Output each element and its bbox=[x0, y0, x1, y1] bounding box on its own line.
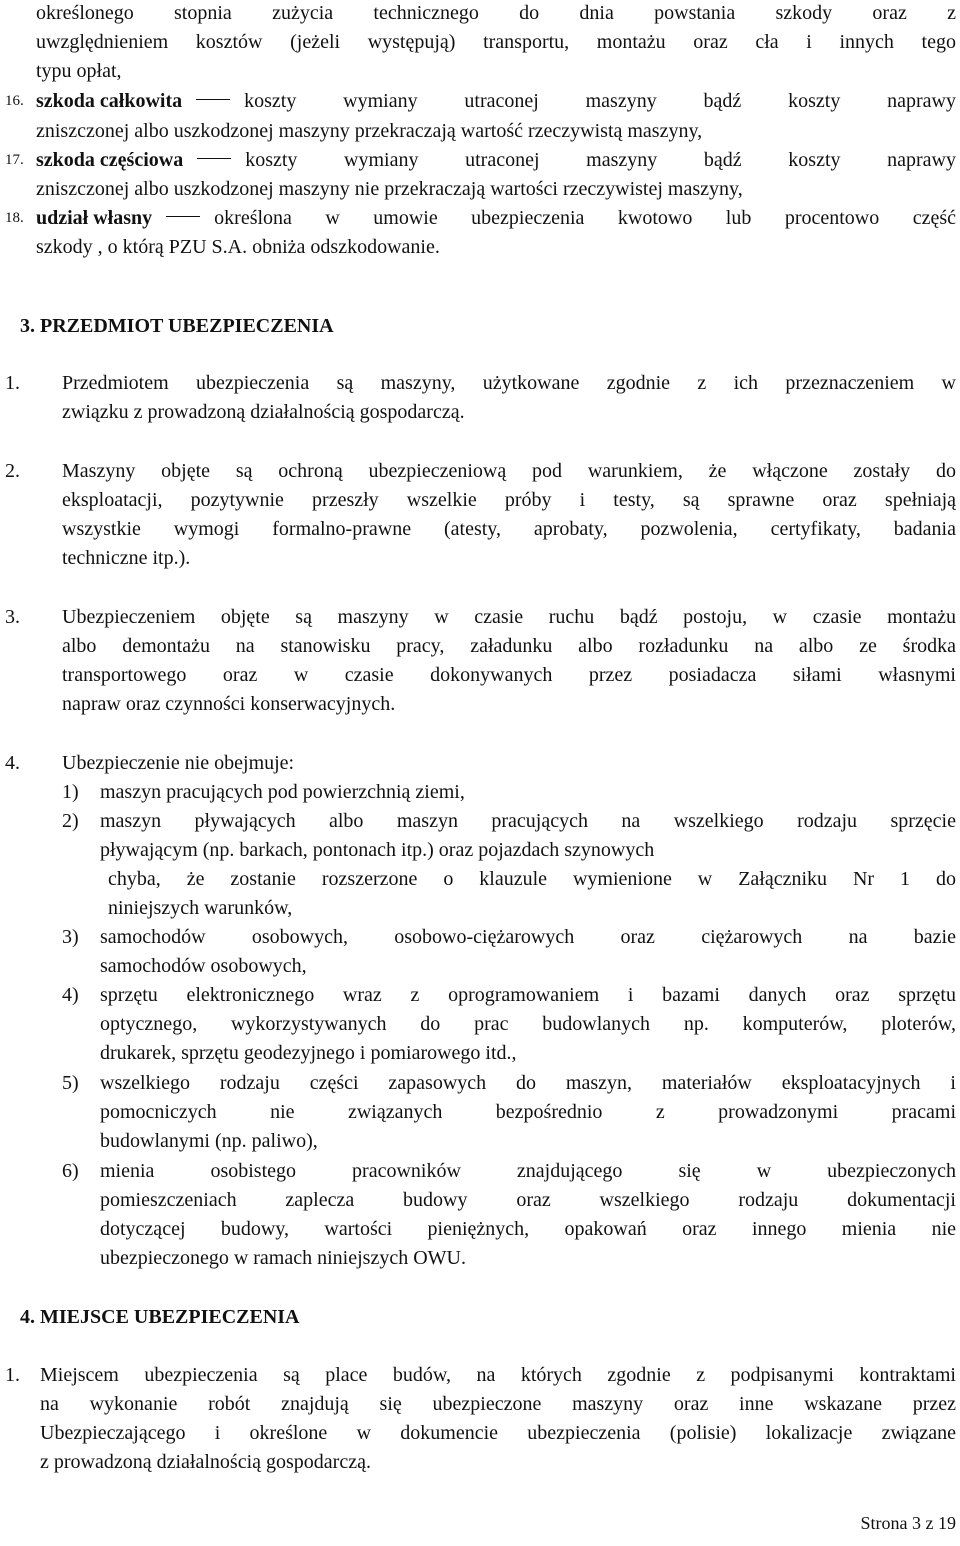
paragraph-line: związku z prowadzoną działalnością gospodarczą. bbox=[62, 401, 465, 423]
definition-18 bbox=[5, 205, 956, 231]
definition-term: szkoda całkowita bbox=[36, 90, 183, 112]
list-item-number: 1) bbox=[62, 781, 79, 803]
paragraph-line: transportowego oraz w czasie dokonywanych przez posiadacza siłami własnymi bbox=[62, 664, 956, 686]
paragraph-line: na wykonanie robót znajdują się ubezpieczone maszyny oraz inne wskazane przez bbox=[40, 1393, 956, 1415]
list-item-line: dotyczącej budowy, wartości pieniężnych, opakowań oraz innego mienia nie bbox=[100, 1218, 956, 1240]
dash-separator bbox=[196, 99, 230, 100]
list-item-line: ubezpieczonego w ramach niniejszych OWU. bbox=[100, 1247, 466, 1269]
list-item-line: pływającym (np. barkach, pontonach itp.) oraz pojazdach szynowych bbox=[100, 839, 655, 861]
definition-17 bbox=[5, 147, 956, 173]
paragraph-line: Przedmiotem ubezpieczenia są maszyny, użytkowane zgodnie z ich przeznaczeniem w bbox=[62, 372, 956, 394]
section-heading: 4. MIEJSCE UBEZPIECZENIA bbox=[20, 1306, 300, 1328]
definition-text-line: zniszczonej albo uszkodzonej maszyny przekraczają wartość rzeczywistą maszyny, bbox=[36, 120, 703, 142]
list-item-line: budowlanymi (np. paliwo), bbox=[100, 1130, 318, 1152]
list-item-line: maszyn pracujących pod powierzchnią ziemi, bbox=[100, 781, 465, 803]
paragraph-number: 2. bbox=[5, 460, 20, 482]
page-number: Strona 3 z 19 bbox=[860, 1513, 956, 1533]
definition-continuation-line: typu opłat, bbox=[36, 60, 122, 82]
definition-continuation-line: uwzględnieniem kosztów (jeżeli występują) transportu, montażu oraz cła i innych tego bbox=[36, 31, 956, 53]
list-item-number: 6) bbox=[62, 1160, 79, 1182]
list-item-line: samochodów osobowych, osobowo-ciężarowych oraz ciężarowych na bazie bbox=[100, 926, 956, 948]
list-item-line: pomieszczeniach zaplecza budowy oraz wszelkiego rodzaju dokumentacji bbox=[100, 1189, 956, 1211]
list-item-line: sprzętu elektronicznego wraz z oprogramowaniem i bazami danych oraz sprzętu bbox=[100, 984, 956, 1006]
paragraph-number: 1. bbox=[5, 1364, 20, 1386]
paragraph-line: Ubezpieczenie nie obejmuje: bbox=[62, 752, 295, 774]
list-item-line: chyba, że zostanie rozszerzone o klauzule wymienione w Załączniku Nr 1 do bbox=[108, 868, 956, 890]
paragraph-line: Ubezpieczeniem objęte są maszyny w czasie ruchu bądź postoju, w czasie montażu bbox=[62, 606, 956, 628]
paragraph-line: wszystkie wymogi formalno-prawne (atesty, aprobaty, pozwolenia, certyfikaty, badania bbox=[62, 518, 956, 540]
paragraph-number: 4. bbox=[5, 752, 20, 774]
list-item-line: pomocniczych nie związanych bezpośrednio z prowadzonymi pracami bbox=[100, 1101, 956, 1123]
list-item-number: 2) bbox=[62, 810, 79, 832]
section-heading: 3. PRZEDMIOT UBEZPIECZENIA bbox=[20, 315, 334, 337]
paragraph-line: napraw oraz czynności konserwacyjnych. bbox=[62, 693, 396, 715]
paragraph-number: 3. bbox=[5, 606, 20, 628]
paragraph-line: Ubezpieczającego i określone w dokumencie ubezpieczenia (polisie) lokalizacje związane bbox=[40, 1422, 956, 1444]
list-item-line: samochodów osobowych, bbox=[100, 955, 307, 977]
list-item-line: niniejszych warunków, bbox=[108, 897, 293, 919]
definition-number: 17. bbox=[5, 152, 24, 168]
list-item-line: wszelkiego rodzaju części zapasowych do maszyn, materiałów eksploatacyjnych i bbox=[100, 1072, 956, 1094]
definition-number: 16. bbox=[5, 93, 24, 109]
paragraph-line: eksploatacji, pozytywnie przeszły wszelkie próby i testy, są sprawne oraz spełniają bbox=[62, 489, 956, 511]
dash-separator bbox=[166, 216, 200, 217]
list-item-line: maszyn pływających albo maszyn pracujących na wszelkiego rodzaju sprzęcie bbox=[100, 810, 956, 832]
list-item-line: optycznego, wykorzystywanych do prac budowlanych np. komputerów, ploterów, bbox=[100, 1013, 956, 1035]
definition-term: udział własny bbox=[36, 207, 153, 229]
definition-text: koszty wymiany utraconej maszyny bądź koszty naprawy bbox=[244, 90, 956, 112]
definition-text-line: zniszczonej albo uszkodzonej maszyny nie przekraczają wartości rzeczywistej maszyny, bbox=[36, 178, 743, 200]
definition-16 bbox=[5, 88, 956, 114]
paragraph-line: techniczne itp.). bbox=[62, 547, 191, 569]
paragraph-line: z prowadzoną działalnością gospodarczą. bbox=[40, 1451, 371, 1473]
paragraph-number: 1. bbox=[5, 372, 20, 394]
list-item-number: 3) bbox=[62, 926, 79, 948]
dash-separator bbox=[197, 158, 231, 159]
definition-number: 18. bbox=[5, 210, 24, 226]
definition-text: określona w umowie ubezpieczenia kwotowo lub procentowo część bbox=[214, 207, 956, 229]
paragraph-line: Maszyny objęte są ochroną ubezpieczeniową pod warunkiem, że włączone zostały do bbox=[62, 460, 956, 482]
list-item-line: drukarek, sprzętu geodezyjnego i pomiarowego itd., bbox=[100, 1042, 517, 1064]
list-item-number: 5) bbox=[62, 1072, 79, 1094]
list-item-line: mienia osobistego pracowników znajdującego się w ubezpieczonych bbox=[100, 1160, 956, 1182]
definition-continuation-line: określonego stopnia zużycia technicznego do dnia powstania szkody oraz z bbox=[36, 2, 956, 24]
paragraph-line: albo demontażu na stanowisku pracy, załadunku albo rozładunku na albo ze środka bbox=[62, 635, 956, 657]
definition-text-line: szkody , o którą PZU S.A. obniża odszkodowanie. bbox=[36, 236, 440, 258]
definition-term: szkoda częściowa bbox=[36, 149, 184, 171]
paragraph-line: Miejscem ubezpieczenia są place budów, na których zgodnie z podpisanymi kontraktami bbox=[40, 1364, 956, 1386]
definition-text: koszty wymiany utraconej maszyny bądź koszty naprawy bbox=[245, 149, 956, 171]
list-item-number: 4) bbox=[62, 984, 79, 1006]
